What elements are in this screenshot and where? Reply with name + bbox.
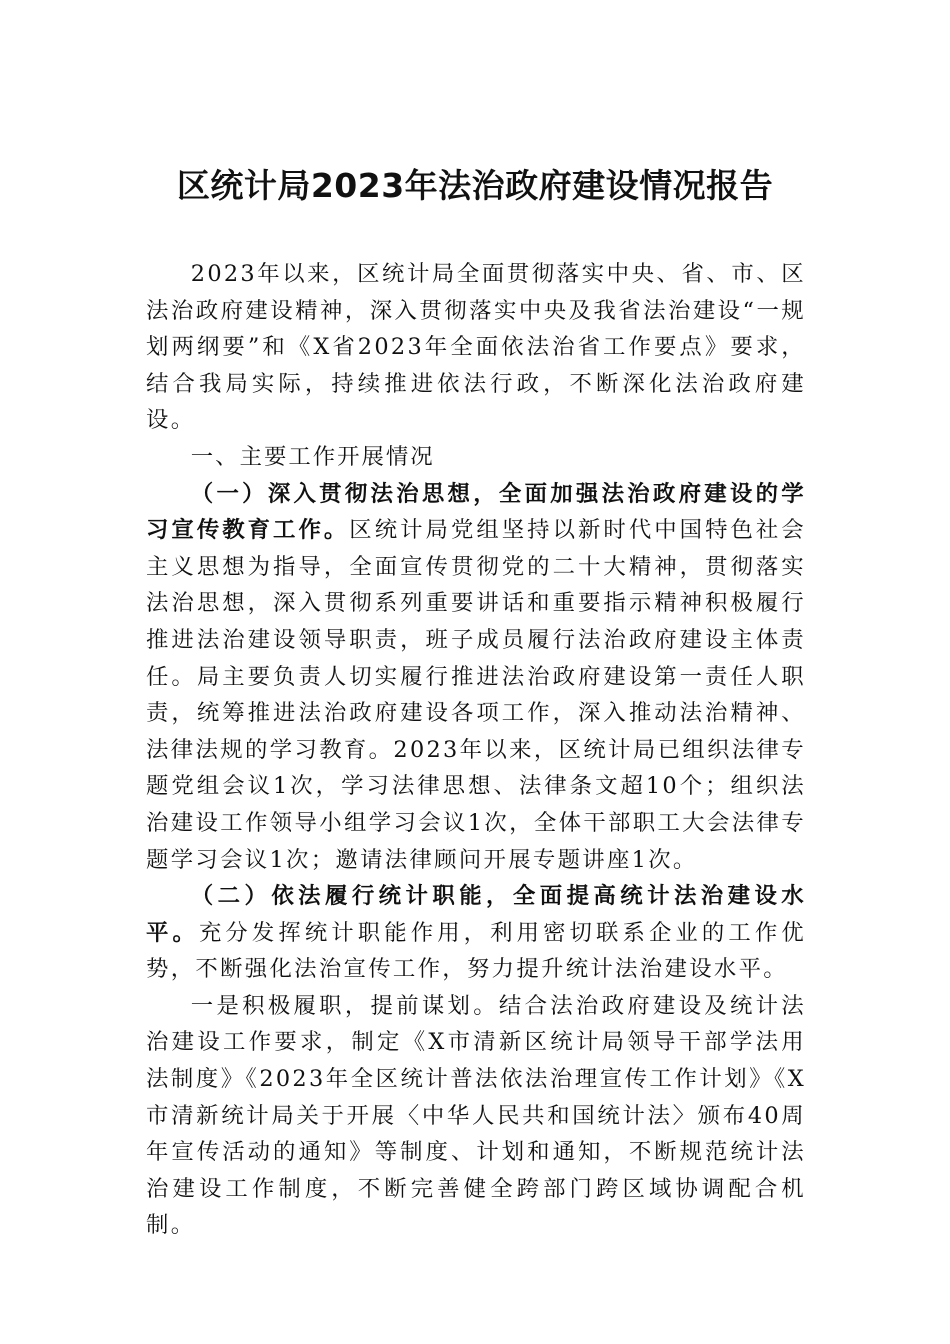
subsection-1-text: 区统计局党组坚持以新时代中国特色社会主义思想为指导，全面宣传贯彻党的二十大精神，贯彻落实法治思想，深入贯彻系列重要讲话和重要指示精神积极履行推进法治建设领导职责，班子成员履行法治政府建设主体责任。局主要负责人切实履行推进法治政府建设第一责任人职责，统筹推进法治政府建设各项工作，深入推动法治精神、法律法规的学习教育。2023年以来，区统计局已组织法律专题党组会议1次，学习法律思想、法律条文超10个；组织法治建设工作领导小组学习会议1次，全体干部职工大会法律专题学习会议1次；邀请法律顾问开展专题讲座1次。 bbox=[146, 517, 806, 873]
section-heading-1: 一、主要工作开展情况 bbox=[190, 443, 435, 470]
subsection-2-text: 充分发挥统计职能作用，利用密切联系企业的工作优势，不断强化法治宣传工作，努力提升统计法治建设水平。 bbox=[146, 919, 806, 983]
subsection-1-lead: （一）深入贯彻法治思想，全面加强法治政府建设的学习宣传教育工作。 bbox=[146, 480, 806, 544]
document-body bbox=[146, 256, 806, 1244]
subsection-2-paragraph bbox=[146, 878, 806, 988]
subsection-1-paragraph bbox=[146, 476, 806, 879]
document-title: 区统计局2023年法治政府建设情况报告 bbox=[176, 166, 774, 205]
subsection-2-lead: （二）依法履行统计职能，全面提高统计法治建设水平。 bbox=[146, 883, 806, 946]
point-1-paragraph: 一是积极履职，提前谋划。结合法治政府建设及统计法治建设工作要求，制定《X市清新区统计局领导干部学法用法制度》《2023年全区统计普法依法治理宣传工作计划》《X市清新统计局关于开展〈中华人民共和国统计法〉颁布40周年宣传活动的通知》等制度、计划和通知，不断规范统计法治建设工作制度，不断完善健全跨部门跨区域协调配合机制。 bbox=[146, 992, 806, 1239]
intro-paragraph: 2023年以来，区统计局全面贯彻落实中央、省、市、区法治政府建设精神，深入贯彻落实中央及我省法治建设“一规划两纲要”和《X省2023年全面依法治省工作要点》要求，结合我局实际，持续推进依法行政，不断深化法治政府建设。 bbox=[146, 261, 806, 434]
